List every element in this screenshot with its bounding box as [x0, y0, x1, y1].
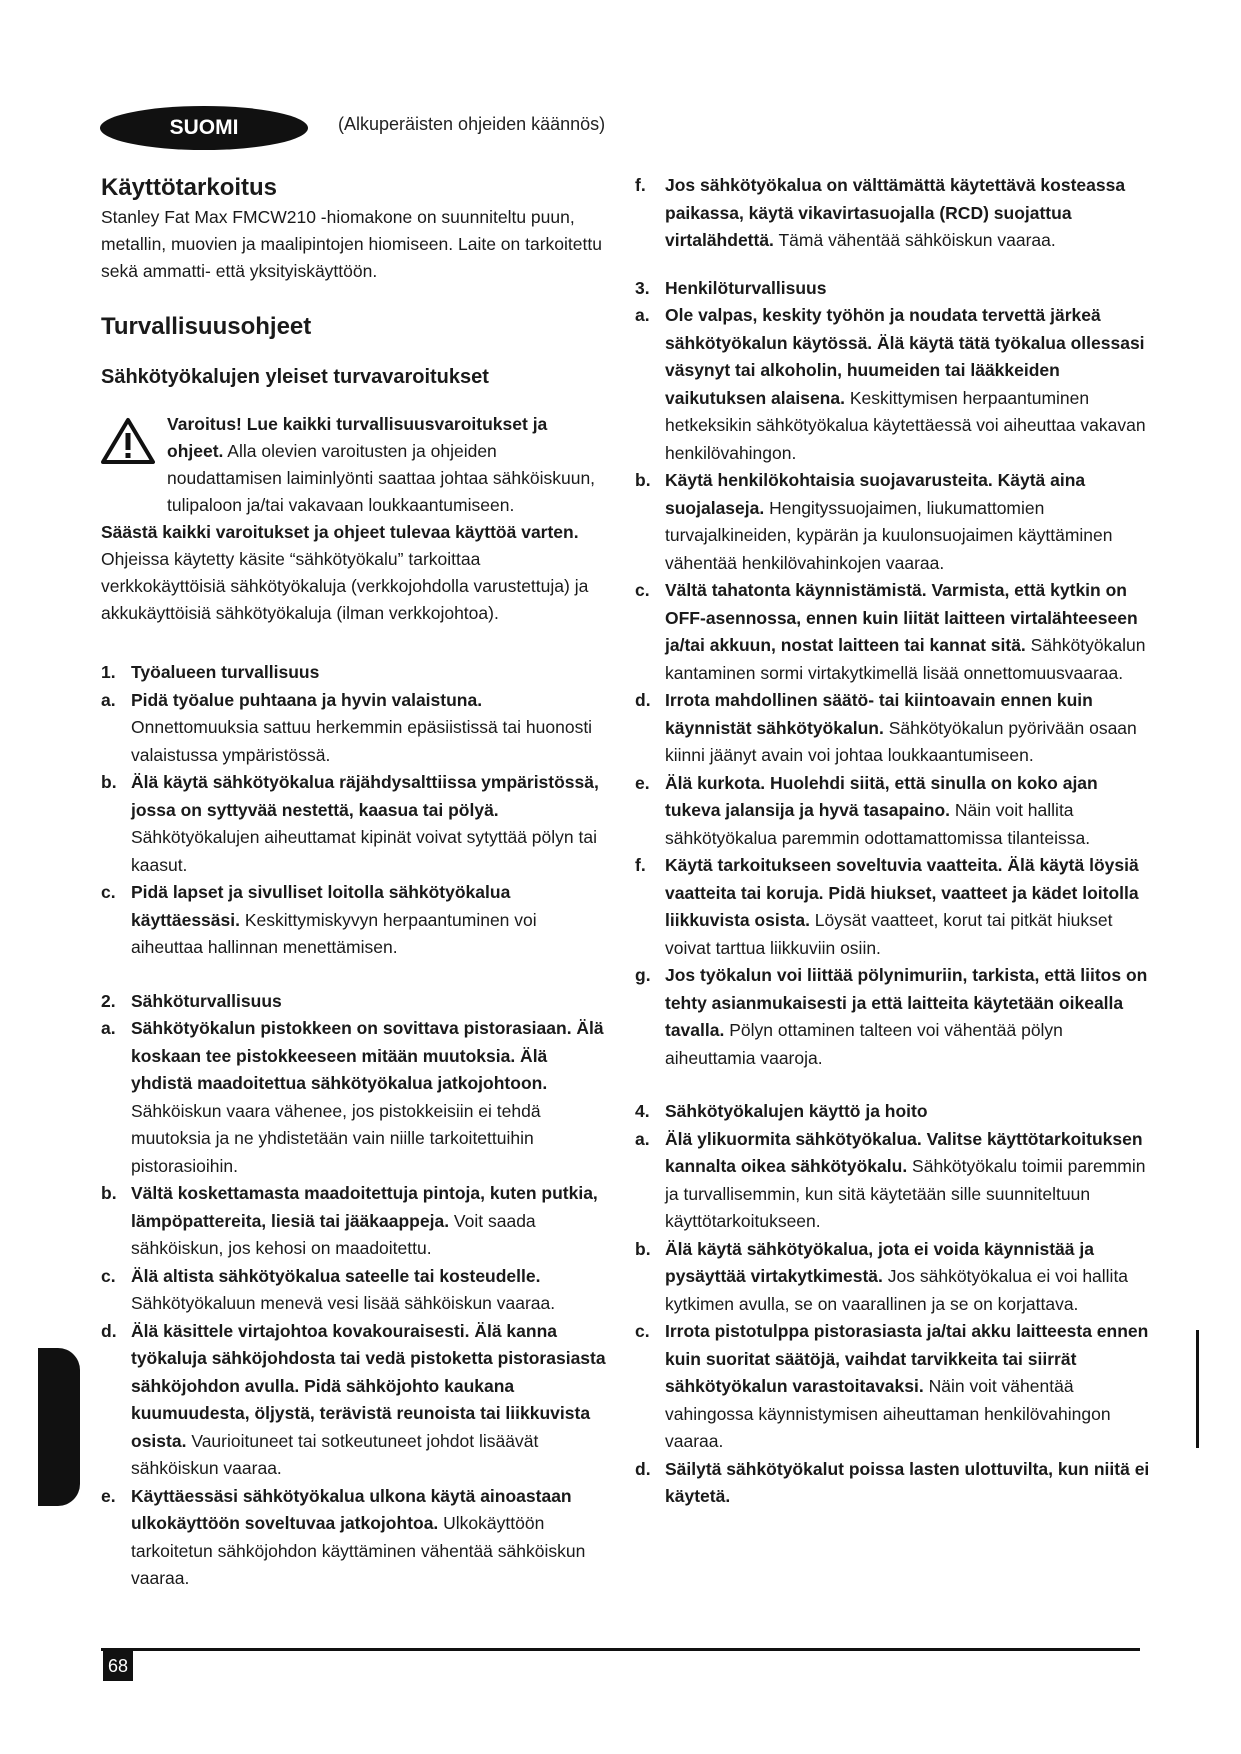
section-4-title: 4. Sähkötyökalujen käyttö ja hoito	[635, 1101, 928, 1121]
list-item: a. Pidä työalue puhtaana ja hyvin valaistuna. Onnettomuuksia sattuu herkemmin epäsiistissä tai huonosti valaistussa ympäristössä.	[101, 689, 593, 765]
list-item: c. Älä altista sähkötyökalua sateelle tai kosteudelle. Sähkötyökaluun menevä vesi lisää sähköiskun vaaraa.	[101, 1265, 556, 1313]
list-item: b. Älä käytä sähkötyökalua, jota ei voida käynnistää ja pysäyttää virtakytkimestä. Jos sähkötyökalua ei voi hallita kytkimen avulla, se on vaarallinen ja se on korjattava.	[635, 1238, 1129, 1314]
section-2-title: 2. Sähköturvallisuus	[101, 990, 282, 1011]
list-item: f. Käytä tarkoitukseen soveltuvia vaatteita. Älä käytä löysiä vaatteita tai koruja. Pidä hiukset, vaatteet ja kädet loitolla liikkuvista osista. Löysät vaatteet, korut tai pitkät hiukset voivat tarttua liikkuviin osiin.	[635, 855, 1139, 958]
page-number: 68	[103, 1651, 133, 1681]
safety-subheading: Sähkötyökalujen yleiset turvavaroitukset	[101, 366, 489, 388]
list-item: f. Jos sähkötyökalua on välttämättä käytettävä kosteassa paikassa, käytä vikavirtasuojalla (RCD) suojattua virtalähdettä. Tämä vähentää sähköiskun vaaraa.	[635, 175, 1126, 250]
section-tab-marker	[38, 1348, 80, 1506]
warning-bold: Varoitus! Lue kaikki turvallisuusvaroitukset ja ohjeet.	[167, 414, 548, 461]
safety-heading: Turvallisuusohjeet	[101, 313, 312, 340]
list-item: e. Käyttäessäsi sähkötyökalua ulkona käytä ainoastaan ulkokäyttöön soveltuvaa jatkojohtoa. Ulkokäyttöön tarkoitetun sähköjohdon käyttäminen vähentää sähköiskun vaaraa.	[101, 1485, 586, 1588]
translation-note: (Alkuperäisten ohjeiden käännös)	[338, 114, 606, 134]
section-3-title: 3. Henkilöturvallisuus	[635, 277, 827, 298]
save-notice: Säästä kaikki varoitukset ja ohjeet tulevaa käyttöä varten.	[101, 522, 579, 542]
list-item: b. Älä käytä sähkötyökalua räjähdysalttiissa ympäristössä, jossa on syttyvää nestettä, kaasua tai pölyä. Sähkötyökalujen aiheuttamat kipinät voivat sytyttää pölyn tai kaasut.	[101, 772, 599, 875]
list-item: e. Älä kurkota. Huolehdi siitä, että sinulla on koko ajan tukeva jalansija ja hyvä tasapaino. Näin voit hallita sähkötyökalua paremmin odottamattomissa tilanteissa.	[635, 772, 1098, 848]
list-item: g. Jos työkalun voi liittää pölynimuriin, tarkista, että liitos on tehty asianmukaisesti ja että laitteita käytetään oikealla tavalla. Pölyn ottaminen talteen voi vähentää pölyn aiheuttamia vaaroja.	[635, 965, 1148, 1068]
list-item: a. Älä ylikuormita sähkötyökalua. Valitse käyttötarkoituksen kannalta oikea sähkötyökalu. Sähkötyökalu toimii paremmin ja turvallisemmin, kun sitä käytetään sille suunniteltuun käyttötarkoitukseen.	[635, 1128, 1146, 1231]
section-1-title: 1. Työalueen turvallisuus	[101, 662, 320, 682]
list-item: d. Älä käsittele virtajohtoa kovakouraisesti. Älä kanna työkaluja sähköjohdosta tai vedä pistoketta pistorasiasta sähköjohdon avulla. Pidä sähköjohto kaukana kuumuudesta, öljystä, terävistä reunoista tai liikkuvista osista. Vaurioituneet tai sotkeutuneet johdot lisäävät sähköiskun vaaraa.	[101, 1320, 606, 1478]
list-item: d. Säilytä sähkötyökalut poissa lasten ulottuvilta, kun niitä ei käytetä.	[635, 1458, 1150, 1506]
list-item: c. Pidä lapset ja sivulliset loitolla sähkötyökalua käyttäessäsi. Keskittymiskyvyn herpaantuminen voi aiheuttaa hallinnan menettämisen.	[101, 882, 537, 957]
list-item: a. Sähkötyökalun pistokkeen on sovittava pistorasiaan. Älä koskaan tee pistokkeeseen mitään muutoksia. Älä yhdistä maadoitettua sähkötyökalua jatkojohtoon. Sähköiskun vaara vähenee, jos pistokkeisiin ei tehdä muutoksia ja ne yhdistetään vain niille tarkoitettuihin pistorasioihin.	[101, 1018, 604, 1176]
language-badge: SUOMI	[100, 106, 308, 150]
edge-marker	[1196, 1330, 1199, 1448]
general-warning	[101, 411, 606, 519]
list-item: b. Käytä henkilökohtaisia suojavarusteita. Käytä aina suojalaseja. Hengityssuojaimen, liukumattomien turvajalkineiden, kypärän ja kuulonsuojaimen käyttäminen vähentää henkilövahinkojen vaaraa.	[635, 470, 1113, 573]
footer-rule	[101, 1648, 1140, 1651]
intended-use-text: Stanley Fat Max FMCW210 -hiomakone on suunniteltu puun, metallin, muovien ja maalipintojen hiomiseen. Laite on tarkoitettu sekä ammatti- että yksityiskäyttöön.	[101, 207, 602, 281]
intended-use-heading: Käyttötarkoitus	[101, 174, 278, 201]
warning-triangle-icon	[101, 417, 155, 465]
left-column	[101, 172, 606, 1593]
list-item: c. Vältä tahatonta käynnistämistä. Varmista, että kytkin on OFF-asennossa, ennen kuin liität laitteen virtalähteeseen ja/tai akkuun, nostat laitteen tai kannat sitä. Sähkötyökalun kantaminen sormi virtakytkimellä lisää onnettomuusvaaraa.	[635, 580, 1146, 683]
warning-text: Alla olevien varoitusten ja ohjeiden noudattamisen laiminlyönti saattaa johtaa sähköiskuun, tulipaloon ja/tai vakavaan loukkaantumiseen.	[167, 441, 596, 515]
list-item: d. Irrota mahdollinen säätö- tai kiintoavain ennen kuin käynnistät sähkötyökalun. Sähkötyökalun pyörivään osaan kiinni jäänyt avain voi johtaa loukkaantumiseen.	[635, 690, 1137, 765]
list-item: b. Vältä koskettamasta maadoitettuja pintoja, kuten putkia, lämpöpattereita, liesiä tai jääkaappeja. Voit saada sähköiskun, jos kehosi on maadoitettu.	[101, 1183, 598, 1258]
list-item: c. Irrota pistotulppa pistorasiasta ja/tai akku laitteesta ennen kuin suoritat säätöjä, vaihdat tarvikkeita tai siirrät sähkötyökalun varastoitavaksi. Näin voit vähentää vahingossa käynnistymisen aiheuttaman henkilövahingon vaaraa.	[635, 1321, 1149, 1451]
term-note: Ohjeissa käytetty käsite “sähkötyökalu” tarkoittaa verkkokäyttöisiä sähkötyökaluja (verkkojohdolla varustettuja) ja akkukäyttöisiä sähkötyökaluja (ilman verkkojohtoa).	[101, 549, 589, 623]
list-item: a. Ole valpas, keskity työhön ja noudata tervettä järkeä sähkötyökalun käytössä. Älä käytä tätä työkalua ollessasi väsynyt tai alkoholin, huumeiden tai lääkkeiden vaikutuksen alaisena. Keskittymisen herpaantuminen hetkeksikin sähkötyökalua käytettäessä voi aiheuttaa vakavan henkilövahingon.	[635, 305, 1146, 463]
right-column	[635, 172, 1155, 1511]
